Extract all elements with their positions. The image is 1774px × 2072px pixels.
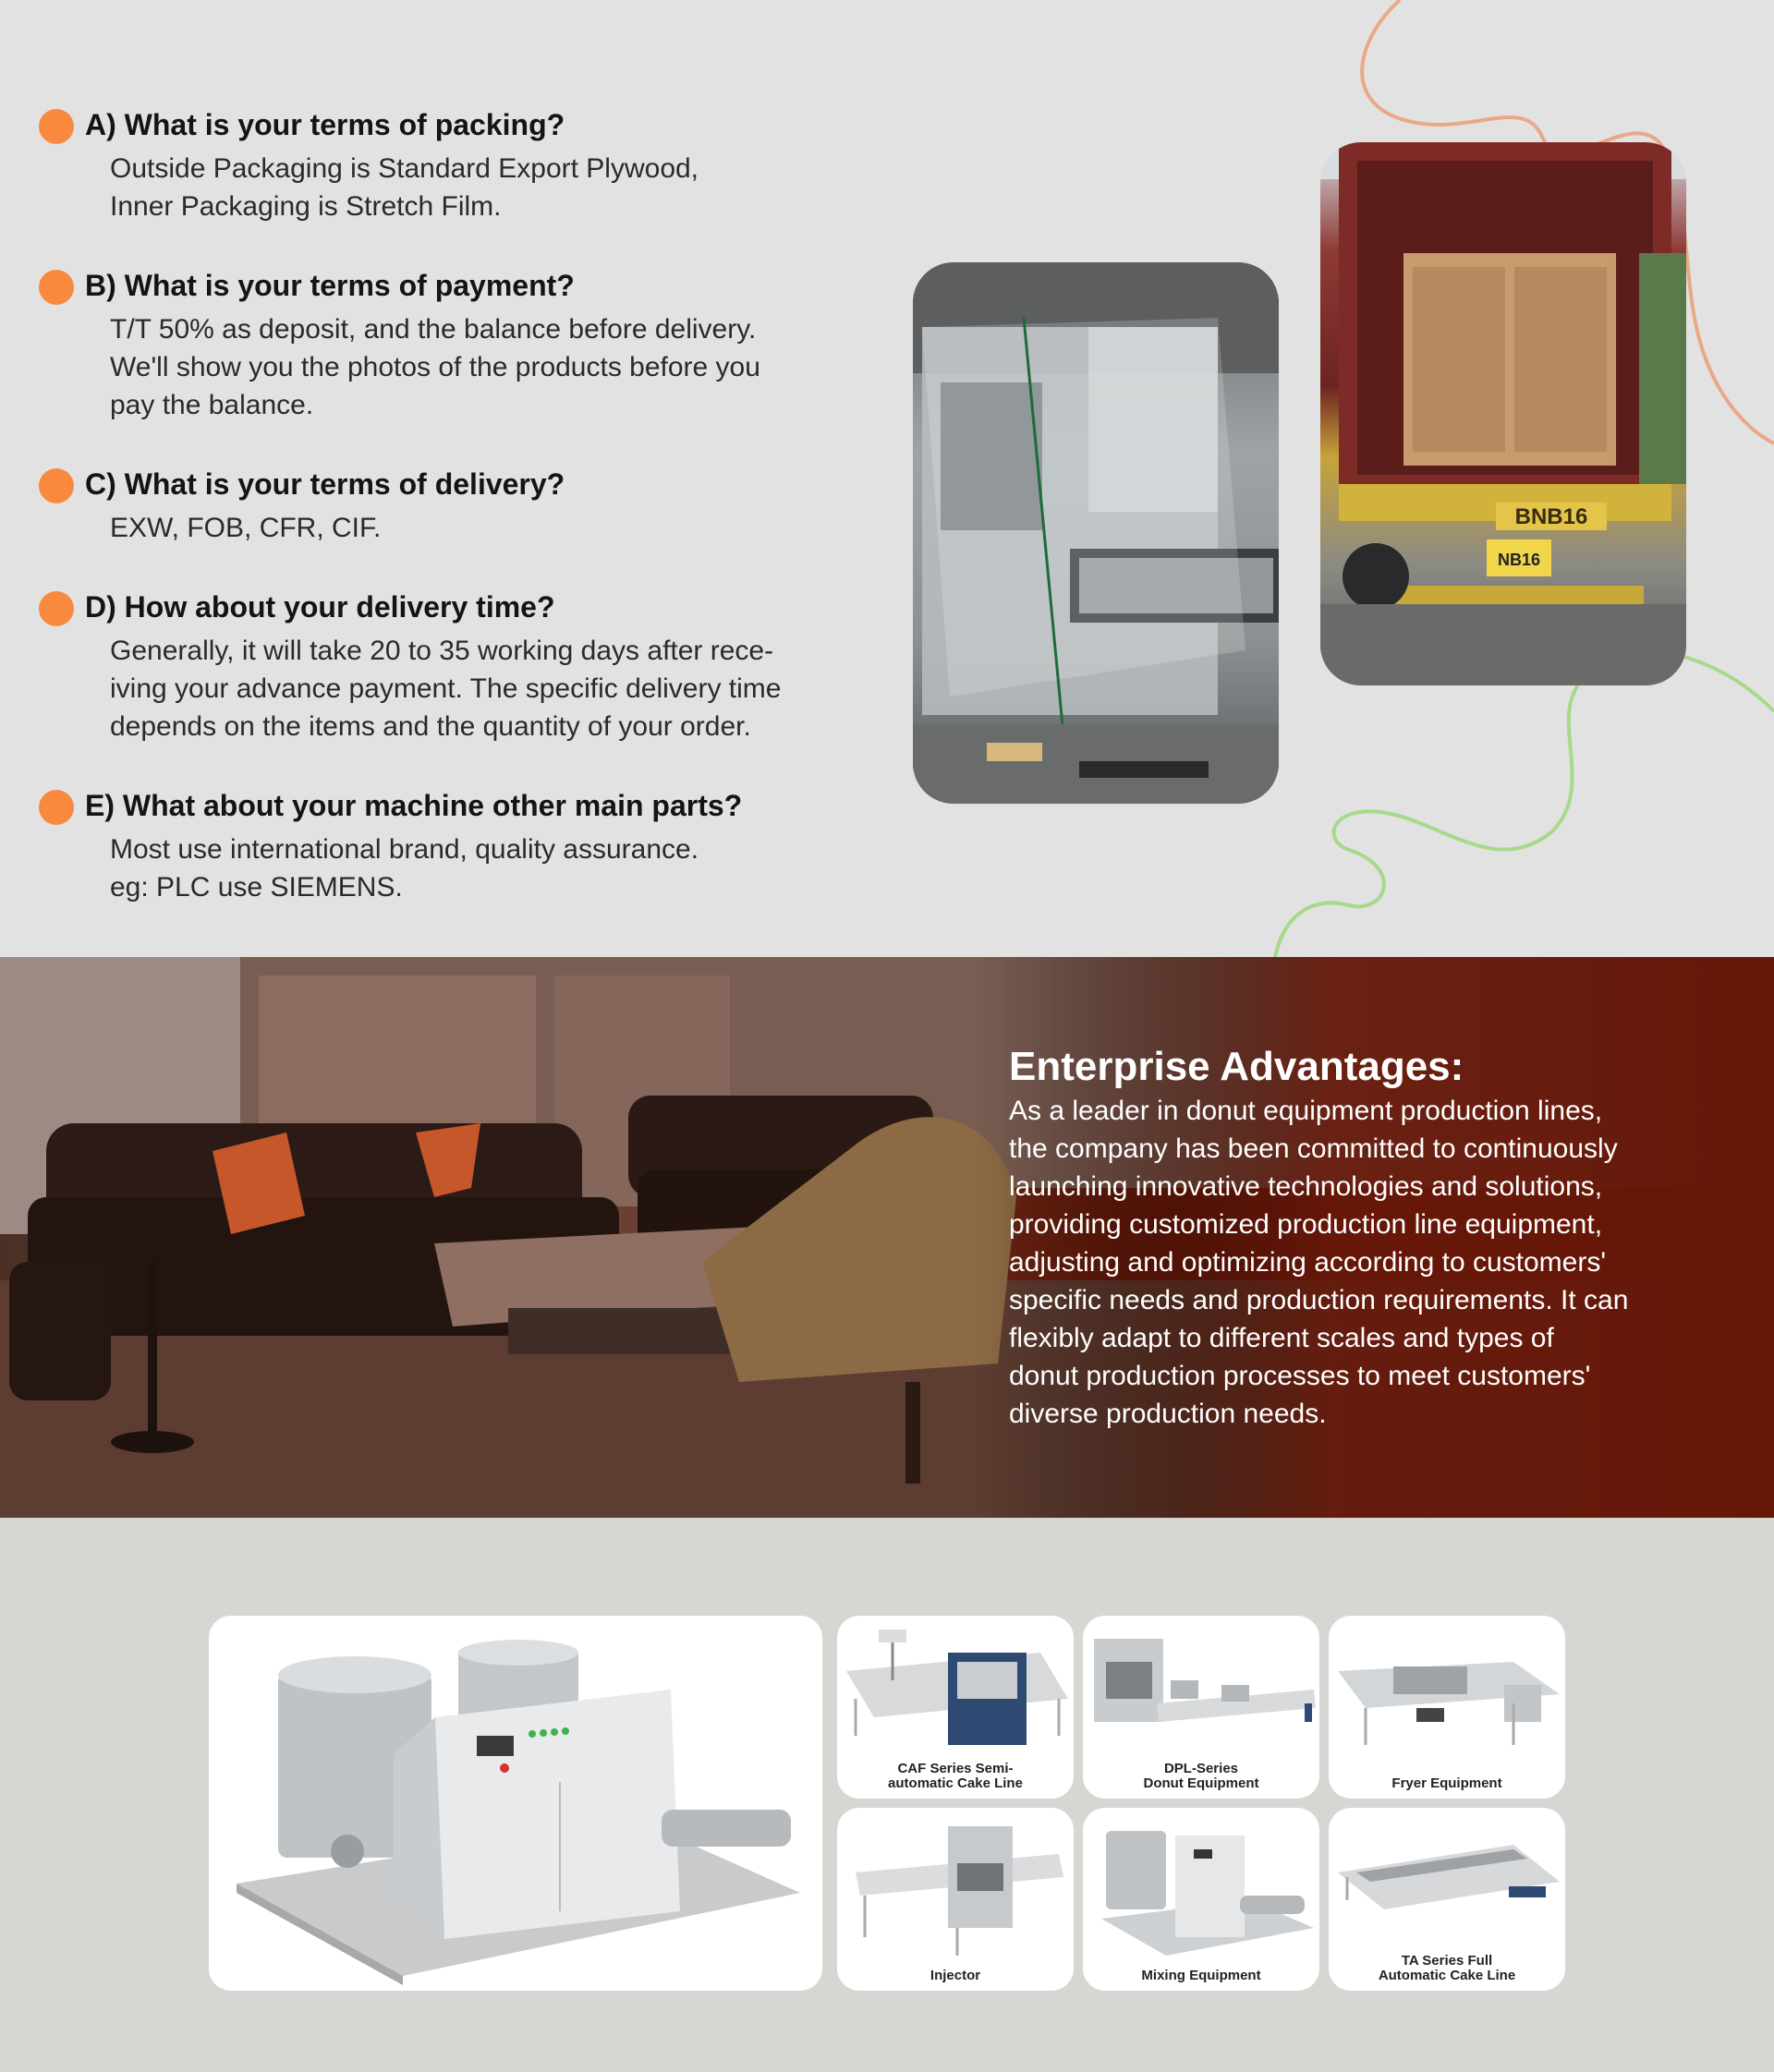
faq-answer-line: eg: PLC use SIEMENS. — [110, 872, 403, 903]
product-label: CAF Series Semi- automatic Cake Line — [888, 1761, 1023, 1791]
license-plate-text: NB16 — [1497, 551, 1541, 569]
truck-plate-text: BNB16 — [1514, 504, 1588, 529]
faq-item — [39, 261, 852, 424]
mixing-machine-illustration — [209, 1616, 822, 1991]
bullet-dot-icon — [39, 591, 74, 626]
enterprise-body-line: providing customized production line equipment, — [1009, 1209, 1603, 1240]
featured-product-card[interactable] — [209, 1616, 822, 1991]
enterprise-body-line: specific needs and production requirements. It can — [1009, 1285, 1629, 1315]
faq-answer-line: Generally, it will take 20 to 35 working days after rece- — [110, 636, 774, 666]
faq-answer-line: Outside Packaging is Standard Export Plywood, — [110, 153, 699, 184]
enterprise-title: Enterprise Advantages: — [1009, 1044, 1464, 1089]
enterprise-body-line: donut production processes to meet customers' — [1009, 1361, 1591, 1391]
enterprise-advantages-section — [0, 957, 1774, 1518]
faq-answer-line: iving your advance payment. The specific delivery time — [110, 673, 782, 704]
enterprise-body-line: diverse production needs. — [1009, 1399, 1327, 1429]
enterprise-body-line: the company has been committed to continuously — [1009, 1133, 1618, 1164]
product-card-mixing[interactable] — [1083, 1808, 1319, 1991]
faq-answer — [110, 310, 852, 424]
faq-item — [39, 781, 852, 906]
faq-answer-line: depends on the items and the quantity of your order. — [110, 711, 751, 742]
mixing-equipment-illustration — [1083, 1808, 1319, 1991]
faq-section — [0, 0, 1774, 957]
products-section — [0, 1518, 1774, 2072]
faq-answer-line: Inner Packaging is Stretch Film. — [110, 191, 502, 222]
faq-question: B) What is your terms of payment? — [85, 269, 575, 302]
enterprise-body-line: As a leader in donut equipment production lines, — [1009, 1096, 1603, 1126]
injector-illustration — [837, 1808, 1074, 1991]
faq-question: E) What about your machine other main parts? — [85, 789, 743, 822]
faq-answer-line: T/T 50% as deposit, and the balance before delivery. — [110, 314, 757, 345]
product-label: Injector — [930, 1968, 981, 1983]
product-label: Mixing Equipment — [1141, 1968, 1261, 1983]
faq-item — [39, 582, 852, 745]
bullet-dot-icon — [39, 790, 74, 825]
product-card-fryer[interactable] — [1329, 1616, 1565, 1799]
faq-question: D) How about your delivery time? — [85, 590, 555, 624]
bullet-dot-icon — [39, 270, 74, 305]
faq-item — [39, 459, 852, 547]
faq-question: C) What is your terms of delivery? — [85, 467, 565, 501]
wrapped-machine-illustration — [913, 262, 1279, 804]
wrapped-machine-photo — [913, 262, 1279, 804]
faq-answer — [110, 509, 852, 547]
faq-answer — [110, 830, 852, 906]
enterprise-body-line: launching innovative technologies and solutions, — [1009, 1171, 1603, 1202]
enterprise-body-line: adjusting and optimizing according to customers' — [1009, 1247, 1607, 1278]
product-label: TA Series Full Automatic Cake Line — [1378, 1953, 1516, 1983]
faq-answer — [110, 632, 852, 745]
faq-answer-line: EXW, FOB, CFR, CIF. — [110, 513, 382, 543]
faq-answer-line: pay the balance. — [110, 390, 314, 420]
faq-answer-line: Most use international brand, quality assurance. — [110, 834, 699, 865]
product-label: Fryer Equipment — [1391, 1775, 1502, 1791]
faq-list — [39, 100, 852, 941]
product-card-ta-series[interactable] — [1329, 1808, 1565, 1991]
product-card-caf-series[interactable] — [837, 1616, 1074, 1799]
product-label: DPL-Series Donut Equipment — [1143, 1761, 1259, 1791]
container-truck-photo — [1320, 142, 1686, 685]
bullet-dot-icon — [39, 109, 74, 144]
enterprise-text-block — [1009, 1042, 1711, 1433]
product-card-dpl-series[interactable] — [1083, 1616, 1319, 1799]
faq-answer-line: We'll show you the photos of the products before you — [110, 352, 760, 382]
container-truck-illustration — [1320, 142, 1686, 685]
enterprise-body-line: flexibly adapt to different scales and types of — [1009, 1323, 1554, 1353]
faq-answer — [110, 150, 852, 225]
bullet-dot-icon — [39, 468, 74, 503]
faq-question: A) What is your terms of packing? — [85, 108, 565, 141]
fryer-illustration — [1329, 1616, 1565, 1799]
faq-item — [39, 100, 852, 225]
product-card-injector[interactable] — [837, 1808, 1074, 1991]
